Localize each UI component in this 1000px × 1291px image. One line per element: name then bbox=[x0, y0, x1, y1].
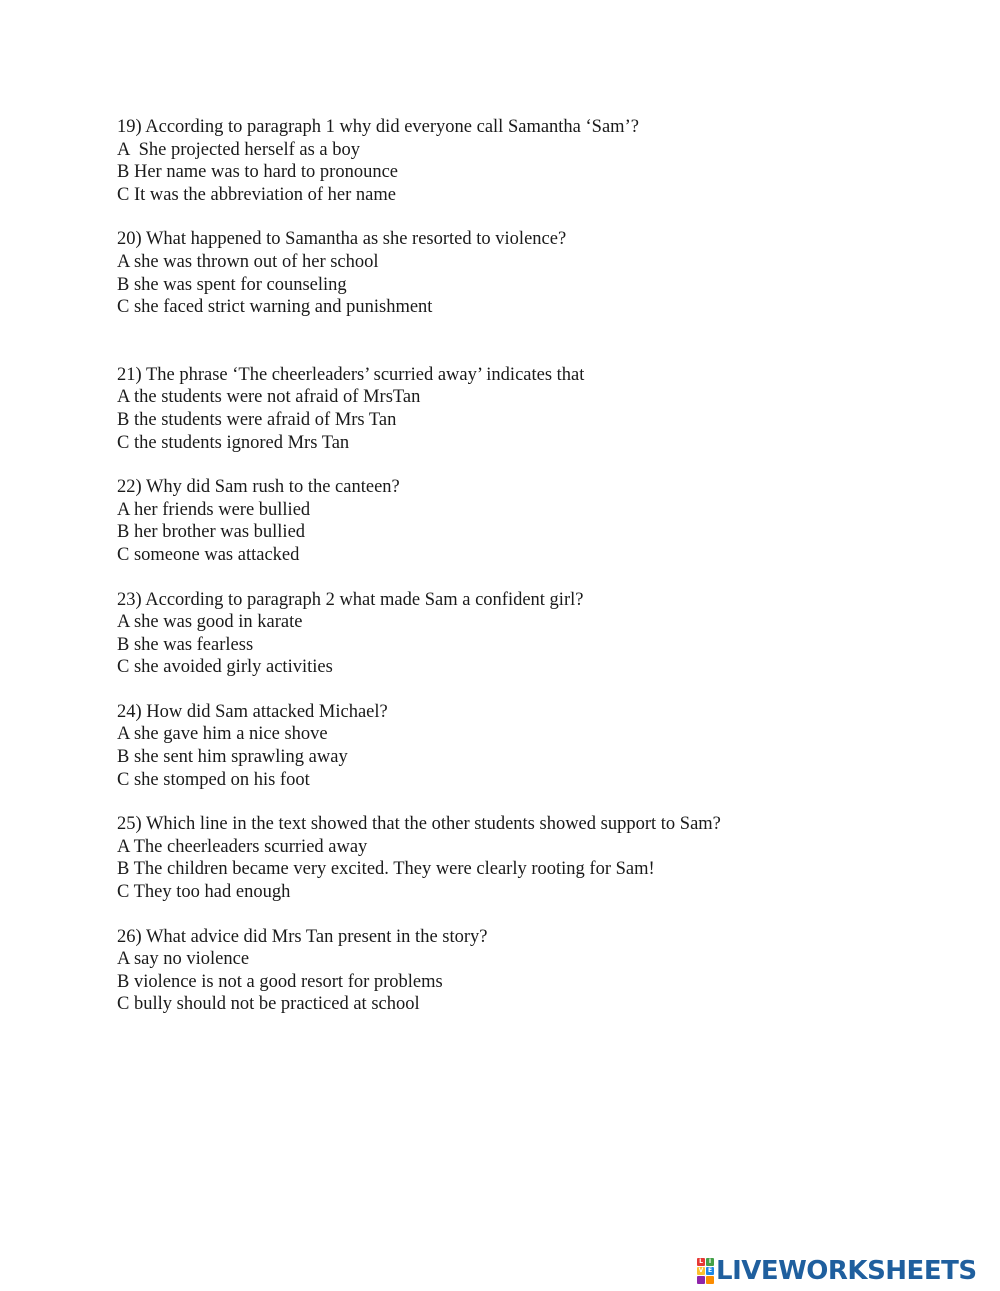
answer-option-b: B her brother was bullied bbox=[117, 522, 306, 543]
answer-option-b: B she was spent for counseling bbox=[117, 274, 347, 295]
answer-option-b: B The children became very excited. They were clearly rooting for Sam! bbox=[117, 859, 655, 880]
question-25 bbox=[117, 813, 937, 903]
answer-option-c: C someone was attacked bbox=[117, 544, 300, 565]
liveworksheets-logo bbox=[697, 1256, 977, 1286]
question-prompt: 23) According to paragraph 2 what made Sam a confident girl? bbox=[117, 589, 584, 610]
answer-option-b: B she sent him sprawling away bbox=[117, 747, 348, 768]
logo-text: LIVEWORKSHEETS bbox=[716, 1256, 977, 1286]
answer-option-a: A the students were not afraid of MrsTan bbox=[117, 387, 421, 408]
answer-option-b: B Her name was to hard to pronounce bbox=[117, 162, 399, 183]
answer-option-c: C the students ignored Mrs Tan bbox=[117, 432, 350, 453]
answer-option-c: C she stomped on his foot bbox=[117, 769, 310, 790]
answer-option-c: C It was the abbreviation of her name bbox=[117, 184, 396, 205]
logo-blocks-icon bbox=[697, 1258, 714, 1284]
question-prompt: 20) What happened to Samantha as she resorted to violence? bbox=[117, 229, 567, 250]
answer-option-a: A say no violence bbox=[117, 949, 250, 970]
answer-option-a: A she gave him a nice shove bbox=[117, 724, 328, 745]
logo-block: E bbox=[707, 1267, 713, 1274]
answer-option-a: A she was good in karate bbox=[117, 612, 303, 633]
question-prompt: 26) What advice did Mrs Tan present in the story? bbox=[117, 926, 488, 947]
question-prompt: 22) Why did Sam rush to the canteen? bbox=[117, 477, 400, 498]
answer-option-a: A her friends were bullied bbox=[117, 499, 311, 520]
answer-option-c: C she avoided girly activities bbox=[117, 657, 333, 678]
answer-option-a: A she was thrown out of her school bbox=[117, 251, 379, 272]
answer-option-b: B she was fearless bbox=[117, 634, 254, 655]
worksheet-questions bbox=[117, 116, 937, 1016]
question-prompt: 24) How did Sam attacked Michael? bbox=[117, 701, 388, 722]
answer-option-c: C bully should not be practiced at school bbox=[117, 994, 420, 1015]
logo-block bbox=[706, 1276, 714, 1284]
logo-block: V bbox=[698, 1267, 704, 1274]
question-23 bbox=[117, 589, 937, 679]
question-prompt: 25) Which line in the text showed that the other students showed support to Sam? bbox=[117, 814, 721, 835]
question-22 bbox=[117, 476, 937, 566]
logo-block: L bbox=[697, 1258, 705, 1266]
answer-option-b: B violence is not a good resort for problems bbox=[117, 971, 443, 992]
answer-option-a: A The cheerleaders scurried away bbox=[117, 836, 368, 857]
question-prompt: 21) The phrase ‘The cheerleaders’ scurried away’ indicates that bbox=[117, 364, 585, 385]
question-26 bbox=[117, 926, 937, 1016]
logo-block bbox=[697, 1276, 705, 1284]
answer-option-a: A She projected herself as a boy bbox=[117, 139, 360, 160]
question-19 bbox=[117, 116, 937, 206]
answer-option-b: B the students were afraid of Mrs Tan bbox=[117, 409, 397, 430]
question-20 bbox=[117, 228, 937, 318]
question-prompt: 19) According to paragraph 1 why did everyone call Samantha ‘Sam’? bbox=[117, 117, 639, 137]
answer-option-c: C They too had enough bbox=[117, 882, 291, 903]
answer-option-c: C she faced strict warning and punishment bbox=[117, 297, 433, 318]
logo-block: I bbox=[706, 1258, 714, 1266]
question-21 bbox=[117, 364, 937, 454]
question-24 bbox=[117, 701, 937, 791]
